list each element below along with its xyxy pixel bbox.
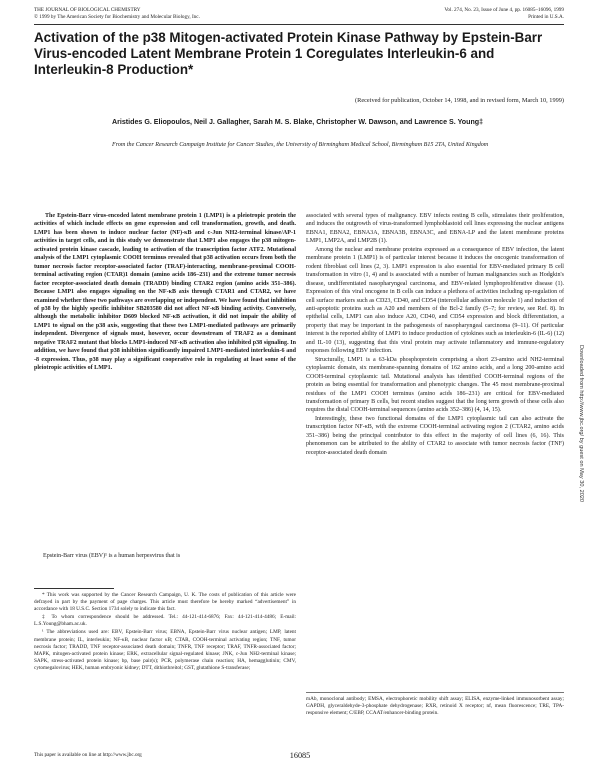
issue-header [444, 7, 564, 21]
author-list: Aristides G. Eliopoulos, Neil J. Gallagher, Sarah M. S. Blake, Christopher W. Dawson, and Lawrence S. Young‡ [112, 118, 484, 126]
abbreviations-continued: mAb, monoclonal antibody; EMSA, electrophoretic mobility shift assay; ELISA, enzyme-linked immunosorbent assay; GAPDH, glyceraldehyde-3-phosphate dehydrogenase; RXR, retinoid X receptor; nf, mean fluorescence; TRE, TPA-responsive element; C/EBP, CCAAT/enhancer-binding protein. [306, 692, 564, 717]
footnotes [34, 592, 296, 673]
abstract-text: The Epstein-Barr virus-encoded latent membrane protein 1 (LMP1) is a pleiotropic protein the activities of which include effects on gene expression and cell transformation, growth, and death. LMP1 has been shown to induce nuclear factor (NF)-κB and c-Jun NH2-terminal kinase/AP-1 activities in target cells, and in this study we demonstrate that LMP1 also engages the p38 mitogen-activated protein kinase cascade, leading to activation of the transcription factor ATF2. Mutational analysis of the LMP1 cytoplasmic COOH terminus revealed that p38 activation occurs from both the tumor necrosis factor receptor-associated factor (TRAF)-interacting, membrane-proximal COOH-terminal activating region (CTAR)1 domain (amino acids 186–231) and the extreme tumor necrosis factor receptor-associated death domain (TRADD) binding CTAR2 region (amino acids 351–386). Because LMP1 also engages signaling on the NF-κB axis through CTAR1 and CTAR2, we have examined whether these two pathways are overlapping or independent. We have found that inhibition of p38 by the highly specific inhibitor SB203580 did not affect NF-κB binding activity. Conversely, although the metabolic inhibitor D609 blocked NF-κB activation, it did not impair the ability of LMP1 to signal on the p38 axis, suggesting that these two LMP1-mediated pathways are primarily independent. Divergence of signals must, however, occur downstream of TRAF2 as a dominant negative TRAF2 mutant that blocks LMP1-induced NF-κB activation also inhibited p38 signaling. In addition, we have found that p38 inhibition significantly impaired LMP1-mediated interleukin-6 and -8 expression. Thus, p38 may play a significant cooperative role in regulating at least some of the pleiotropic activities of LMP1. [34, 213, 296, 372]
body-paragraph: Structurally, LMP1 is a 63-kDa phosphoprotein comprising a short 23-amino acid NH2-terminal cytoplasmic domain, six membrane-spanning domains of 162 amino acids, and a long 200-amino acid COOH-terminal cytoplasmic tail. Mutational analysis has identified COOH-terminal regions of the protein as being essential for transformation and phenotypic changes. The 45 most membrane-proximal residues of the LMP1 COOH terminus (amino acids 186–231) are critical for EBV-mediated transformation of primary B cells, but recent studies suggest that the long term growth of these cells also requires the distal COOH-terminal sequences (amino acids 352–386) (4, 14, 15). [306, 356, 564, 414]
body-paragraph: associated with several types of malignancy. EBV infects resting B cells, stimulates their proliferation, and induces the outgrowth of virus-transformed lymphoblastoid cell lines expressing the nuclear antigens EBNA1, EBNA2, EBNA3A, EBNA3B, EBNA3C, and EBNA-LP and the latent membrane proteins LMP1, LMP2A, and LMP2B (1). [306, 213, 564, 245]
page-number: 16085 [289, 751, 311, 760]
affiliation: From the Cancer Research Campaign Institute for Cancer Studies, the University of Birmingham Medical School, Birmingham B15 2TA, United Kingdom [112, 142, 489, 148]
received-dates: (Received for publication, October 14, 1998, and in revised form, March 10, 1999) [355, 97, 564, 104]
journal-header [34, 7, 200, 21]
volume-line: Vol. 274, No. 23, Issue of June 4, pp. 16085–16096, 1999 [444, 7, 564, 13]
header-rule [34, 24, 564, 25]
journal-name: THE JOURNAL OF BIOLOGICAL CHEMISTRY [34, 7, 141, 13]
body-paragraph: Interestingly, these two functional domains of the LMP1 cytoplasmic tail can also activate the transcription factor NF-κB, with the extreme COOH-terminal activating region 2 (CTAR2, amino acids 351–386) being the principal contributor to this effect in the majority of cell lines (6, 16). This phenomenon can be attributed to the ability of CTAR2 to associate with tumor necrosis factor (TNF) receptor-associated death domain [306, 415, 564, 456]
body-paragraph: Among the nuclear and membrane proteins expressed as a consequence of EBV infection, the latent membrane protein 1 (LMP1) is of particular interest because it induces the oncogenic transformation of rodent fibroblast cell lines (2, 3). LMP1 expression is also essential for EBV-mediated primary B cell transformation in vitro (1, 4) and is associated with a number of human malignancies such as Hodgkin's disease, undifferentiated nasopharyngeal carcinoma, and EBV-related lymphoproliferative disease (1). Expression of this viral oncogene in B cells can induce a plethora of activities including up-regulation of cell surface markers such as CD23, CD40, and CD54 (intercellular adhesion molecule 1) and induction of anti-apoptotic proteins such as A20 and members of the Bcl-2 family (5–7; for review, see Ref. 8). In epithelial cells, LMP1 can also induce A20, CD40, and CD54 expression and block differentiation, a property that may be important in the pathogenesis of nasopharyngeal carcinoma (9–11). Of particular interest is the reported ability of LMP1 to induce production of cytokines such as interleukin-6 (IL-6) (12) and IL-10 (13), suggesting that this viral protein may activate inflammatory and immune-regulatory responses following EBV infection. [306, 246, 564, 355]
article-title: Activation of the p38 Mitogen-activated Protein Kinase Pathway by Epstein-Barr Virus-encoded Latent Membrane Protein 1 Coregulates Interleukin-6 and Interleukin-8 Production* [34, 30, 543, 78]
footnote-funding: * This work was supported by the Cancer Research Campaign, U. K. The costs of publication of this article were defrayed in part by the payment of page charges. This article must therefore be hereby marked “advertisement” in accordance with 18 U.S.C. Section 1734 solely to indicate this fact. [34, 592, 296, 613]
footnote-rule [34, 588, 114, 589]
right-column [306, 212, 564, 457]
printed-line: Printed in U.S.A. [528, 14, 564, 20]
intro-start [34, 552, 296, 560]
footnote-correspondence: ‡ To whom correspondence should be addressed. Tel.: 44-121-414-6876; Fax: 44-121-414-4486; E-mail: L.S.Young@bham.ac.uk. [34, 614, 296, 628]
footnote-abbreviations: ¹ The abbreviations used are: EBV, Epstein-Barr virus; EBNA, Epstein-Barr virus nuclear antigen; LMP, latent membrane protein; IL, interleukin; NF-κB, nuclear factor κB; CTAR, COOH-terminal activating region; TNF, tumor necrosis factor; TRADD, TNF receptor-associated death domain; TNFR, TNF receptor; TRAF, TNFR-associated factor; MAPK, mitogen-activated protein kinase; ERK, extracellular signal-regulated kinase; JNK, c-Jun NH2-terminal kinase; SAPK, stress-activated protein kinase; bp, base pair(s); PCR, polymerase chain reaction; HA, hemagglutinin; CMV, cytomegalovirus; HEK, human embryonic kidney; DTT, dithiothreitol; GST, glutathione S-transferase; [34, 629, 296, 671]
download-watermark: Downloaded from http://www.jbc.org/ by guest on May 30, 2020 [578, 345, 584, 503]
intro-paragraph: Epstein-Barr virus (EBV)¹ is a human herpesvirus that is [43, 553, 181, 559]
abstract [34, 212, 296, 373]
copyright-line: © 1999 by The American Society for Biochemistry and Molecular Biology, Inc. [34, 14, 200, 20]
online-note: This paper is available on line at http://www.jbc.org [34, 752, 142, 758]
